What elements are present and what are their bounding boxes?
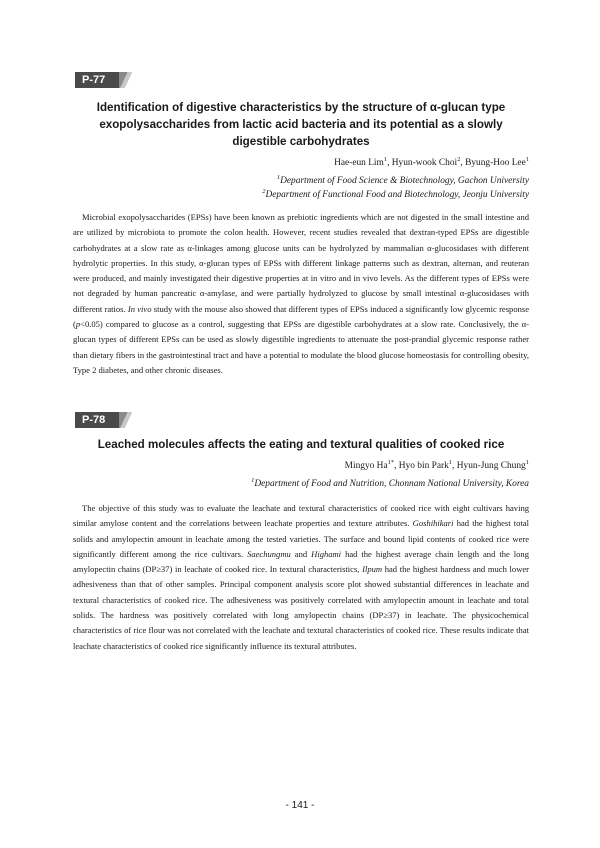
abstract-code-badge: P-77 bbox=[75, 72, 119, 88]
author: Hae-eun Lim$^1$, bbox=[334, 155, 392, 168]
author: Mingyo $Ha^{1*}$, bbox=[344, 458, 399, 471]
abstract-code-badge: P-78 bbox=[75, 412, 119, 428]
affiliation: $^1$Department of Food Science & Biotechnology, Gachon University bbox=[276, 173, 529, 186]
abstract-body: The objective of this study was to evaluate the leachate and textural characteristics of cooked rice with eight cultivars having similar amylose content and the correlations between leachate properties and texture attributes. Goshihikari had the highest total solids and amylopectin amount in leachate among the tested varieties. The surface and bound lipid contents of cooked rice were significantly different among the rice cultivars. Saechungmu and Highami had the highest average chain length and the long amylopectin chains (DP≥37) in leachate of cooked rice. In textural characteristics, Ilpum had the highest hardness and much lower adhesiveness than that of other samples. Principal component analysis score plot showed substantial differences in leachate and textural characteristics of cooked rice. The adhesiveness was positively correlated with amylopectin amount in leachate and total solids. The hardness was positively correlated with long amylopectin chains (DP≥37) in leachate. The physicochemical characteristics of rice flour was not correlated with the leachate and textural characteristics of cooked rice. These results indicate that leachate characteristics of cooked rice significantly influence its textural attributes. bbox=[73, 503, 530, 651]
author-list bbox=[73, 156, 529, 170]
affiliation: $^2$Department of Functional Food and Biotechnology, Jeonju University bbox=[262, 187, 529, 200]
abstract-title: Identification of digestive characteristics by the structure of α-glucan type exopolysaccharides from lactic acid bacteria and its potential as a slowly digestible carbohydrates bbox=[96, 101, 506, 148]
page-number: - 141 - bbox=[285, 800, 315, 811]
abstract-p78 bbox=[73, 410, 529, 654]
abstract-p77 bbox=[73, 70, 529, 378]
author: Hyun-wook Choi$^2$, bbox=[391, 155, 466, 168]
abstract-title: Leached molecules affects the eating and textural qualities of cooked rice bbox=[97, 438, 505, 451]
affiliation: $^1$Department of Food and Nutrition, Chonnam National University, Korea bbox=[251, 476, 529, 489]
abstract-body: Microbial exopolysaccharides (EPSs) have been known as prebiotic ingredients which are not digested in the small intestine and are utilized by microbiota to promote the colon health. However, recent studies revealed that dextran-typed EPSs are digestible carbohydrates at a slow rate as α-linkages among glucose units can be hydrolyzed by mammalian α-glucosidases with different hydrolytic properties. In this study, α-glucan types of EPSs with different linkage patterns such as dextran, alternan, and reuteran were produced, and mainly investigated their digestive properties at in vitro and in vivo levels. As the different types of EPSs were not degraded by human pancreatic α-amylase, and were partially hydrolyzed to glucose by small intestinal α-glucosidases with different ratios. In vivo study with the mouse also showed that different types of EPSs induced a significantly low glycemic response (p<0.05) compared to glucose as a control, suggesting that EPSs are digestible carbohydrates at a slow rate. Conclusively, the α-glucan types of different EPSs can be used as slowly digestible ingredients to attenuate the post-prandial glycemic response rather than dietary fibers in the gastrointestinal tract and have a potential to modulate the blood glucose homeostasis for controlling obesity, Type 2 diabetes, and other chronic diseases. bbox=[73, 212, 529, 375]
author: Hyun-Jung Chung$^1$ bbox=[456, 458, 529, 471]
author: Byung-Hoo Lee$^1$ bbox=[465, 155, 529, 168]
author: Hyo bin Park$^1$, bbox=[398, 458, 457, 471]
author-list bbox=[73, 459, 529, 473]
